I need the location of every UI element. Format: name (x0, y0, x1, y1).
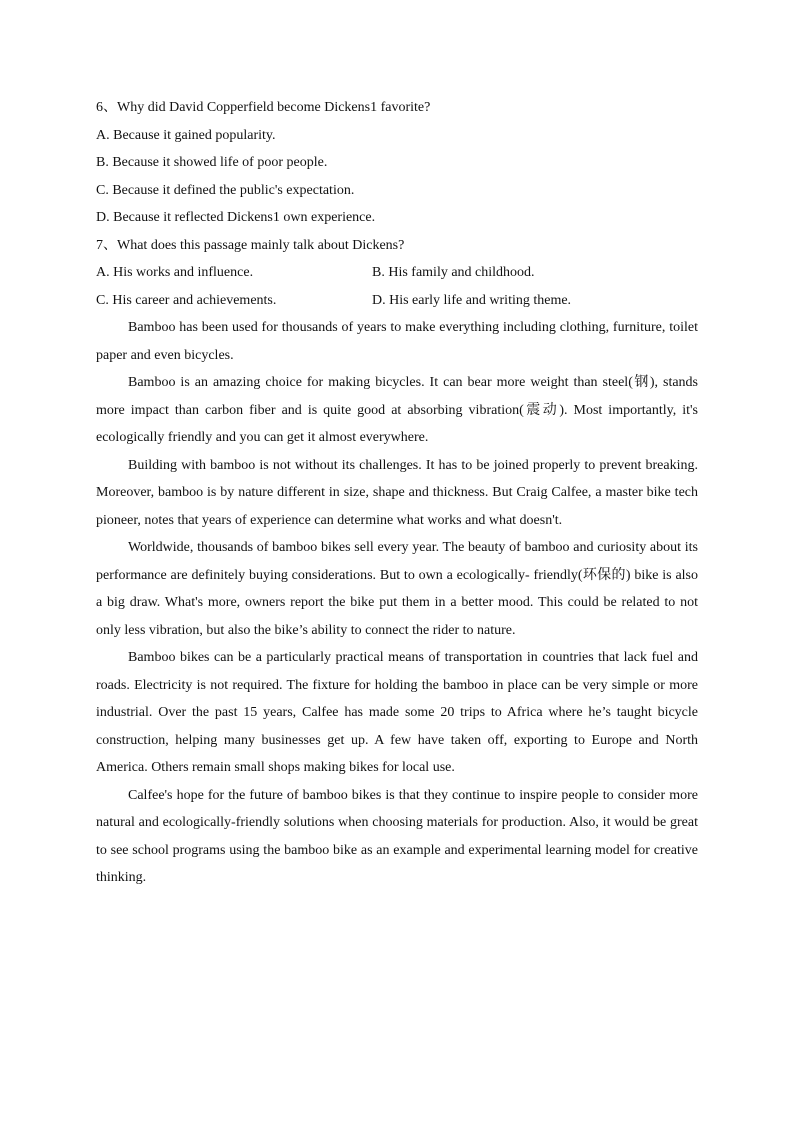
passage-paragraph-6: Calfee's hope for the future of bamboo bikes is that they continue to inspire people to consider more natural and ecologically-friendly solutions when choosing materials for production. Also, it would be great to see school programs using the bamboo bike as an example and experimental learning model for creative thinking. (96, 787, 698, 885)
question-7-option-d: D. His early life and writing theme. (372, 292, 572, 308)
passage-paragraph-4: Worldwide, thousands of bamboo bikes sell every year. The beauty of bamboo and curiosity about its performance are definitely buying considerations. But to own a ecologically- friendly(环保的) bike is also a big draw. What's more, owners report the bike put them in a better mood. This could be related to not only less vibration, but also the bike’s ability to connect the rider to nature. (96, 540, 698, 638)
question-6-option-a: A. Because it gained popularity. (96, 127, 276, 143)
question-6-option-d: D. Because it reflected Dickens1 own experience. (96, 210, 376, 225)
question-7-options-row-2 (96, 287, 698, 315)
passage-paragraph-2: Bamboo is an amazing choice for making bicycles. It can bear more weight than steel(钢), stands more impact than carbon fiber and is quite good at absorbing vibration(震动). Most importantly, it's ecologically friendly and you can get it almost everywhere. (96, 375, 698, 445)
question-6-option-c: C. Because it defined the public's expectation. (96, 182, 355, 198)
question-7-stem: 7、What does this passage mainly talk about Dickens? (96, 237, 405, 253)
question-7-option-b: B. His family and childhood. (372, 265, 535, 280)
passage-paragraph-3: Building with bamboo is not without its challenges. It has to be joined properly to prevent breaking. Moreover, bamboo is by nature different in size, shape and thickness. But Craig Calfee, a master bike tech pioneer, notes that years of experience can determine what works and what doesn't. (96, 457, 698, 528)
passage-paragraph-5: Bamboo bikes can be a particularly practical means of transportation in countries that lack fuel and roads. Electricity is not required. The fixture for holding the bamboo in place can be very simple or more industrial. Over the past 15 years, Calfee has made some 20 trips to Africa where he’s taught bicycle construction, helping many businesses get up. A few have taken off, exporting to Europe and North America. Others remain small shops making bikes for local use. (96, 650, 698, 775)
question-7-option-c: C. His career and achievements. (96, 292, 277, 308)
passage-paragraph-1: Bamboo has been used for thousands of years to make everything including clothing, furniture, toilet paper and even bicycles. (96, 320, 698, 363)
question-7-options-row-1 (96, 259, 698, 287)
question-6-option-b: B. Because it showed life of poor people. (96, 155, 328, 170)
document-page (96, 94, 698, 892)
question-6-stem: 6、Why did David Copperfield become Dickens1 favorite? (96, 100, 431, 115)
question-7-option-a: A. His works and influence. (96, 265, 254, 280)
